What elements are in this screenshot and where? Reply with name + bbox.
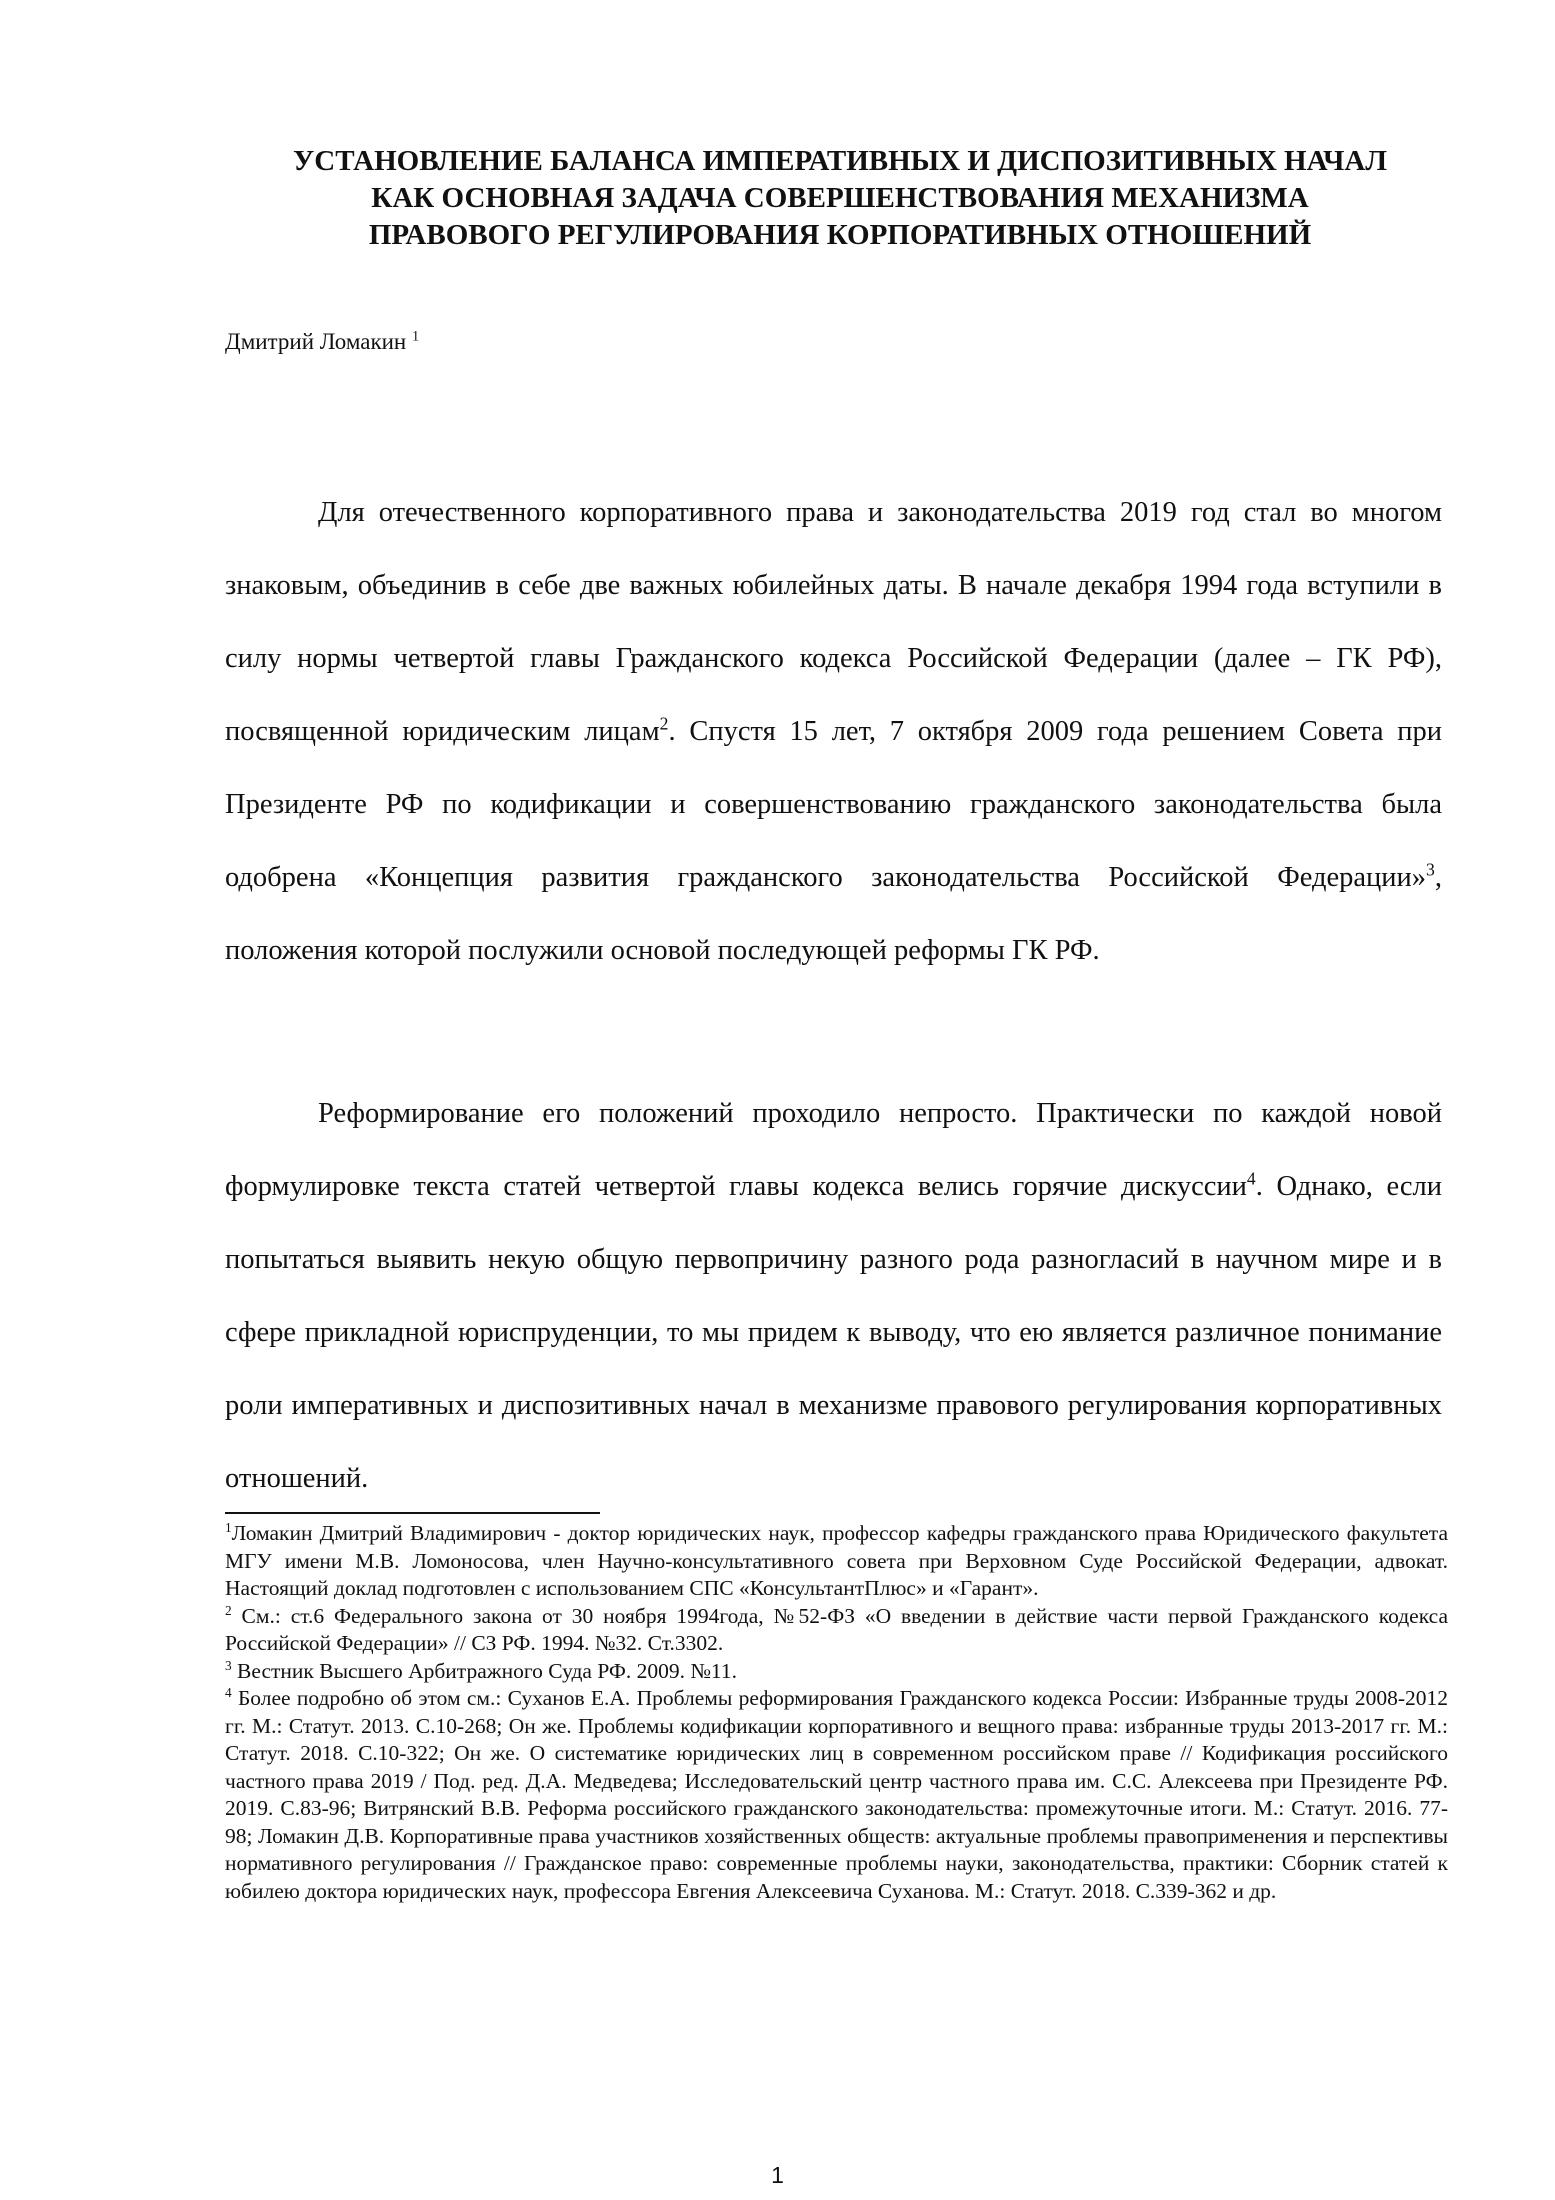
footnote-number: 3 bbox=[225, 1657, 232, 1673]
footnote-ref: 4 bbox=[1246, 1168, 1256, 1189]
footnote-text: Вестник Высшего Арбитражного Суда РФ. 2009. №11. bbox=[231, 1658, 737, 1683]
footnote-divider bbox=[225, 1512, 600, 1514]
footnote-text: См.: ст.6 Федерального закона от 30 ноября 1994года, №52-ФЗ «О введении в действие части первой Гражданского кодекса Российской Федерации» // СЗ РФ. 1994. №32. Ст.3302. bbox=[225, 1603, 1448, 1655]
body-paragraph bbox=[225, 476, 1442, 987]
paragraph-text: . Спустя 15 лет, 7 октября 2009 года решением Совета при Президенте РФ по кодификации и совершенствованию гражданского законодательства была одобрена «Концепция развития гражданского законодательства Российской Федерации» bbox=[225, 716, 1442, 893]
author-line bbox=[225, 328, 419, 356]
footnote-number: 4 bbox=[225, 1684, 232, 1700]
footnote-2 bbox=[225, 1603, 1448, 1658]
paragraph-text: Реформирование его положений проходило непросто. Практически по каждой новой формулировке текста статей четвертой главы кодекса велись горячие дискуссии bbox=[225, 1098, 1442, 1202]
footnote-ref: 2 bbox=[659, 713, 669, 734]
footnote-4 bbox=[225, 1685, 1448, 1905]
title-line: УСТАНОВЛЕНИЕ БАЛАНСА ИМПЕРАТИВНЫХ И ДИСПОЗИТИВНЫХ НАЧАЛ bbox=[293, 145, 1387, 177]
paragraph-text: . Однако, если попытаться выявить некую общую первопричину разного рода разногласий в научном мире и в сфере прикладной юриспруденции, то мы придем к выводу, что ею является различное понимание роли императивных и диспозитивных начал в механизме правового регулирования корпоративных отношений. bbox=[225, 1171, 1442, 1494]
document-title bbox=[225, 143, 1455, 254]
footnote-text: Более подробно об этом см.: Суханов Е.А. Проблемы реформирования Гражданского кодекса России: Избранные труды 2008-2012 гг. М.: Статут. 2013. С.10-268; Он же. Проблемы кодификации корпоративного и вещного права: избранные труды 2013-2017 гг. М.: Статут. 2018. С.10-322; Он же. О систематике юридических лиц в современном российском праве // Кодификация российского частного права 2019 / Под. ред. Д.А. Медведева; Исследовательский центр частного права им. С.С. Алексеева при Президенте РФ. 2019. С.83-96; Витрянский В.В. Реформа российского гражданского законодательства: промежуточные итоги. М.: Статут. 2016. 77-98; Ломакин Д.В. Корпоративные права участников хозяйственных обществ: актуальные проблемы правоприменения и перспективы нормативного регулирования // Гражданское право: современные проблемы науки, законодательства, практики: Сборник статей к юбилею доктора юридических наук, профессора Евгения Алексеевича Суханова. М.: Статут. 2018. С.339-362 и др. bbox=[225, 1686, 1448, 1903]
footnote-ref: 3 bbox=[1426, 859, 1435, 880]
paragraph-text: Для отечественного корпоративного права и законодательства 2019 год стал во многом знаковым, объединив в себе две важных юбилейных даты. В начале декабря 1994 года вступили в силу нормы четвертой главы Гражданского кодекса Российской Федерации (далее – ГК РФ), посвященной юридическим лицам bbox=[225, 497, 1442, 747]
footnotes-section bbox=[225, 1520, 1448, 1905]
title-line: КАК ОСНОВНАЯ ЗАДАЧА СОВЕРШЕНСТВОВАНИЯ МЕХАНИЗМА bbox=[371, 182, 1309, 214]
footnote-ref: 1 bbox=[412, 328, 420, 345]
page-number: 1 bbox=[771, 2162, 784, 2188]
body-paragraph bbox=[225, 1077, 1442, 1515]
footnote-1 bbox=[225, 1520, 1448, 1603]
footnote-number: 2 bbox=[225, 1602, 232, 1618]
footnote-text: Ломакин Дмитрий Владимирович - доктор юридических наук, профессор кафедры гражданского права Юридического факультета МГУ имени М.В. Ломоносова, член Научно-консультативного совета при Верховном Суде Российской Федерации, адвокат. Настоящий доклад подготовлен с использованием СПС «КонсультантПлюс» и «Гарант». bbox=[225, 1521, 1448, 1600]
footnote-number: 1 bbox=[225, 1519, 232, 1535]
paragraph-text: , положения которой послужили основой последующей реформы ГК РФ. bbox=[225, 862, 1442, 966]
footnote-3 bbox=[225, 1658, 1448, 1686]
title-line: ПРАВОВОГО РЕГУЛИРОВАНИЯ КОРПОРАТИВНЫХ ОТНОШЕНИЙ bbox=[368, 219, 1312, 251]
author-name: Дмитрий Ломакин bbox=[225, 329, 407, 354]
